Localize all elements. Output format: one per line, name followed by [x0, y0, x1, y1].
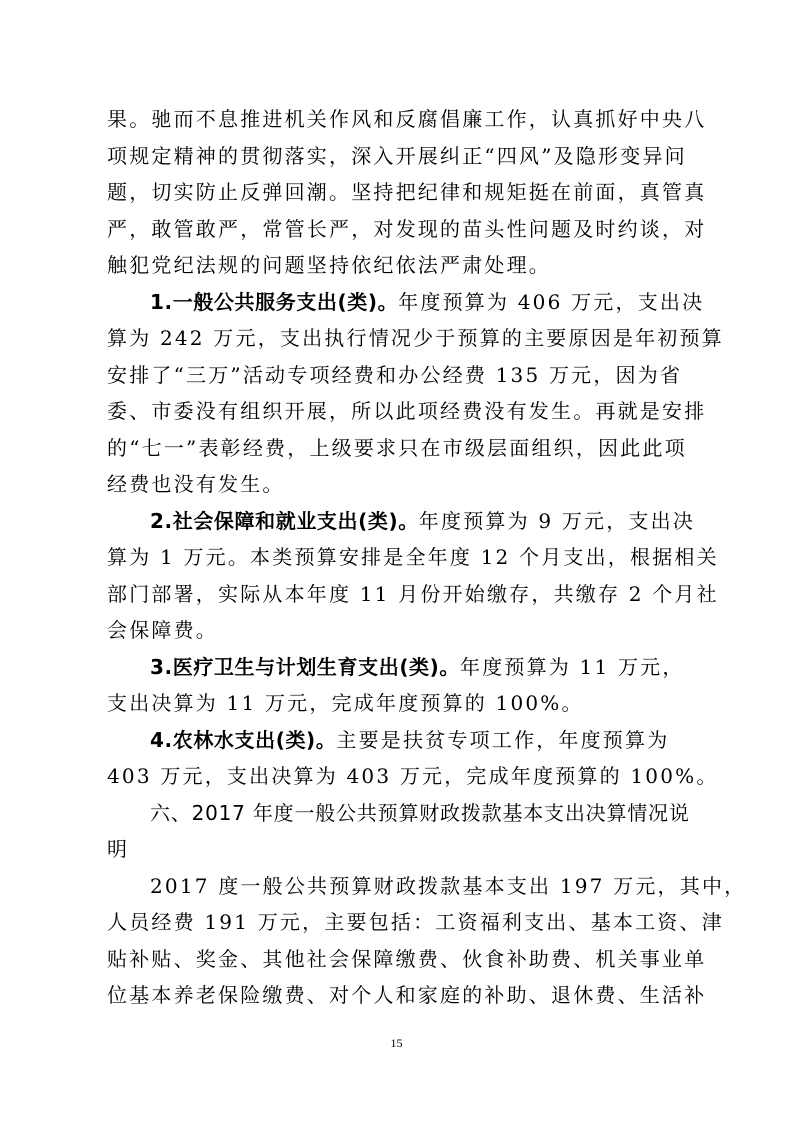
- section-heading: 1.一般公共服务支出(类)。: [150, 289, 399, 314]
- text-line: 安排了“三万”活动专项经费和办公经费 135 万元，因为省: [107, 362, 683, 387]
- text-line: 贴补贴、奖金、其他社会保障缴费、伙食补助费、机关事业单: [107, 946, 707, 971]
- text-line: [107, 722, 687, 759]
- text-line: 2017 度一般公共预算财政拨款基本支出 197 万元，其中，: [150, 873, 747, 898]
- text-line: 触犯党纪法规的问题坚持依纪依法严肃处理。: [107, 253, 551, 277]
- text-line: 算为 1 万元。本类预算安排是全年度 12 个月支出，根据相关: [107, 545, 719, 569]
- paragraph-continuation: [107, 101, 707, 284]
- text-span: 主要是扶贫专项工作，年度预算为: [336, 727, 670, 752]
- document-body: [107, 101, 747, 1014]
- text-line: 算为 242 万元，支出执行情况少于预算的主要原因是年初预算: [107, 326, 724, 350]
- section-six-heading: [107, 795, 690, 868]
- paragraph-general-public-services: [107, 284, 724, 503]
- text-line: 委、市委没有组织开展，所以此项经费没有发生。再就是安排: [107, 399, 707, 423]
- paragraph-medical-health: [107, 649, 687, 722]
- text-line: 果。驰而不息推进机关作风和反腐倡廉工作，认真抓好中央八: [107, 107, 707, 131]
- section-heading: 3.医疗卫生与计划生育支出(类)。: [150, 654, 460, 679]
- text-line: 人员经费 191 万元，主要包括：工资福利支出、基本工资、津: [107, 910, 724, 934]
- text-line: 题，切实防止反弹回潮。坚持把纪律和规矩挺在前面，真管真: [107, 180, 707, 204]
- text-line: 项规定精神的贯彻落实，深入开展纠正“四风”及隐形变异问: [107, 143, 687, 168]
- section-heading: 2.社会保障和就业支出(类)。: [150, 508, 419, 533]
- paragraph-agriculture-forestry-water: [107, 722, 719, 795]
- paragraph-social-security: [107, 503, 719, 649]
- section-heading: 4.农林水支出(类)。: [150, 727, 337, 752]
- text-line: 支出决算为 11 万元，完成年度预算的 100%。: [107, 691, 584, 715]
- text-line: 明: [107, 837, 128, 861]
- text-line: [107, 284, 705, 321]
- text-line: 六、2017 年度一般公共预算财政拨款基本支出决算情况说: [150, 800, 690, 825]
- text-line: 的“七一”表彰经费，上级要求只在市级层面组织，因此此项: [107, 435, 687, 460]
- text-line: [107, 503, 696, 540]
- text-span: 年度预算为 9 万元，支出决: [418, 508, 696, 533]
- text-line: 位基本养老保险缴费、对个人和家庭的补助、退休费、生活补: [107, 983, 707, 1007]
- text-line: 会保障费。: [107, 618, 218, 642]
- text-span: 年度预算为 406 万元，支出决: [398, 289, 705, 314]
- text-line: 严，敢管敢严，常管长严，对发现的苗头性问题及时约谈，对: [107, 216, 707, 241]
- paragraph-basic-expenditure: [107, 868, 747, 1014]
- text-line: [107, 649, 687, 686]
- text-line: 403 万元，支出决算为 403 万元，完成年度预算的 100%。: [107, 764, 719, 788]
- text-span: 年度预算为 11 万元，: [460, 654, 685, 679]
- page-number: 15: [390, 1036, 403, 1050]
- text-line: 部门部署，实际从本年度 11 月份开始缴存，共缴存 2 个月社: [107, 581, 719, 606]
- text-line: 经费也没有发生。: [107, 472, 285, 496]
